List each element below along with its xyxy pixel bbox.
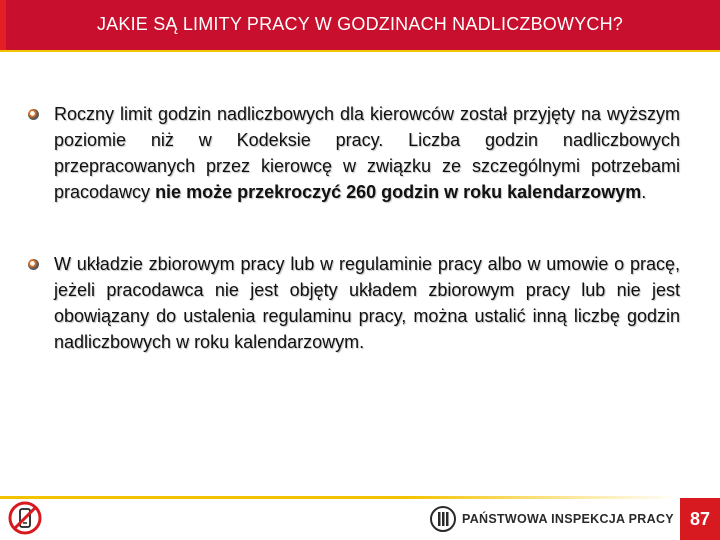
bullet-icon [28,109,39,120]
slide-content [28,101,680,355]
bullet-1-bold-text: nie może przekroczyć 260 godzin w roku kalendarzowym [155,182,642,202]
slide-title: JAKIE SĄ LIMITY PRACY W GODZINACH NADLICZBOWYCH? [96,14,624,34]
no-phone-icon [8,501,42,535]
page-number: 87 [680,498,720,540]
pip-logo-icon [430,506,456,532]
bullet-1-text-end: . [641,182,647,202]
bullet-1-text: Roczny limit godzin nadliczbowych dla kierowców został przyjęty na wyższym poziomie niż w Kodeksie pracy. Liczba godzin nadliczbowych przepracowanych przez kierowcę w związku ze szczególnymi potrzebami pracodawcy [54,104,680,202]
bullet-icon [28,259,39,270]
bullet-2-text: W układzie zbiorowym pracy lub w regulaminie pracy albo w umowie o pracę, jeżeli pracodawca nie jest objęty układem zbiorowym pracy lub nie jest obowiązany do ustalenia regulaminu pracy, można ustalić inną liczbę godzin nadliczbowych w roku kalendarzowym. [54,254,680,352]
organization-name: PAŃSTWOWA INSPEKCJA PRACY [462,512,674,526]
footer-divider [0,496,680,499]
title-bar [0,0,720,52]
bullet-item-1 [28,101,680,205]
footer [0,496,720,540]
bullet-item-2 [28,251,680,355]
